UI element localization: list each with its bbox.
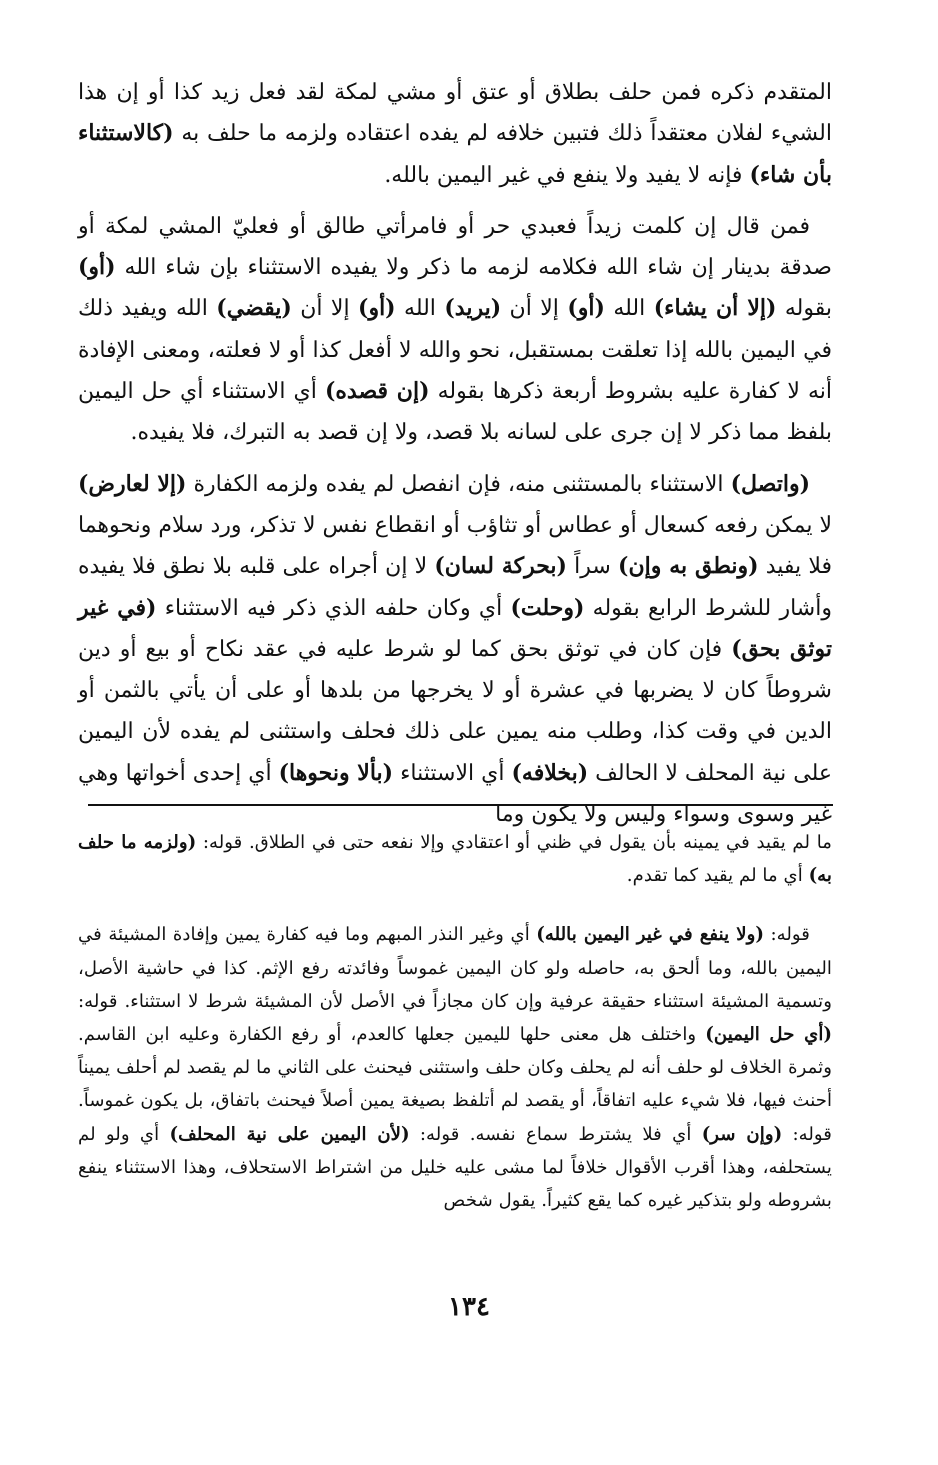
text-run: أي الاستثناء أي حل اليمين بلفظ مما ذكر لا إن جرى على لسانه بلا قصد، ولا إن قصد به التبرك، فلا يفيده.	[78, 379, 832, 446]
main-text	[78, 72, 832, 835]
text-run: أي ولو لم يستحلفه، وهذا أقرب الأقوال خلافاً لما مشى عليه خليل من اشتراط الاستحلاف، وهذا الاستثناء ينفع بشروطه ولو بتذكير غيره كما يقع كثيراً. يقول شخص	[78, 1123, 832, 1212]
bold-term: (يقضي)	[216, 295, 292, 322]
bold-term: (بخلافه)	[511, 759, 589, 786]
bold-term: (إلا أن يشاء)	[653, 295, 777, 322]
bold-term: (بحركة لسان)	[434, 553, 567, 580]
text-run: الله	[604, 296, 654, 322]
bold-term: (أو)	[567, 295, 605, 322]
text-run: المتقدم ذكره فمن حلف بطلاق أو عتق أو مشي لمكة لقد فعل زيد كذا أو إن هذا الشيء لفلان معتقداً ذلك فتبين خلافه لم يفده اعتقاده ولزمه ما حلف به	[78, 80, 832, 147]
bold-term: (إلا لعارض)	[78, 470, 187, 497]
text-run: سراً	[566, 554, 619, 580]
main-paragraph-3	[78, 464, 832, 836]
text-run: فإن كان في توثق بحق كما لو شرط عليه في عقد نكاح أو بيع أو دين شروطاً كان لا يضربها في عشرة أو لا يخرجها من بلدها أو على أن يأتي بالثمن أو الدين في وقت كذا، وطلب منه يمين على ذلك فحلف واستثنى لم يفده لأن اليمين على نية المحلف لا الحالف	[78, 636, 833, 786]
text-run: لا إن أجراه على قلبه بلا نطق فلا يفيده وأشار للشرط الرابع بقوله	[78, 554, 832, 621]
bold-term: (أو)	[78, 254, 116, 281]
bold-term: (وحلت)	[510, 594, 585, 621]
bold-term: (كالاستثناء بأن شاء)	[78, 120, 832, 188]
text-run: ما لم يقيد في يمينه بأن يقول في ظني أو اعتقادي وإلا نفعه حتى في الطلاق. قوله:	[196, 832, 832, 853]
text-run: فإنه لا يفيد ولا ينفع في غير اليمين بالله.	[384, 162, 750, 188]
bold-term: (لأن اليمين على نية المحلف)	[169, 1123, 410, 1145]
page-number: ١٣٤	[448, 1292, 490, 1322]
text-run: فمن قال إن كلمت زيداً فعبدي حر أو فامرأتي طالق أو فعليّ المشي لمكة أو صدقة بدينار إن شاء الله فكلامه لزمه ما ذكر ولا يفيده الاستثناء بإن شاء الله	[78, 213, 832, 281]
text-run: أي وكان حلفه الذي ذكر فيه الاستثناء	[156, 595, 511, 621]
bold-term: (أو)	[358, 295, 396, 322]
main-paragraph-2	[78, 206, 832, 454]
bold-term: (ونطق به وإن)	[618, 553, 759, 580]
text-run: أي فلا يشترط سماع نفسه. قوله:	[409, 1123, 702, 1145]
bold-term: (ولزمه ما حلف به)	[78, 832, 832, 887]
text-run: الله ويفيد ذلك في اليمين بالله إذا تعلقت بمستقبل، نحو والله لا أفعل كذا أو لا فعلته، ومعنى الإفادة أنه لا كفارة عليه بشروط أربعة ذكرها بقوله	[78, 296, 832, 405]
text-run: الاستثناء بالمستثنى منه، فإن انفصل لم يفده ولزمه الكفارة	[186, 471, 731, 497]
text-run: إلا أن	[291, 296, 359, 322]
text-run: أي ما لم يقيد كما تقدم.	[626, 865, 809, 887]
bold-term: (في غير توثق بحق)	[78, 594, 832, 662]
text-run: قوله:	[764, 924, 811, 946]
bold-term: (بألا ونحوها)	[278, 759, 394, 786]
commentary-text	[78, 826, 832, 1217]
footnote-separator	[88, 804, 833, 806]
bold-term: (وإن سر)	[701, 1123, 783, 1145]
text-run: الله	[395, 296, 445, 322]
bold-term: (يريد)	[444, 295, 502, 322]
commentary-paragraph-1	[78, 826, 832, 892]
main-paragraph-1	[78, 72, 832, 196]
bold-term: (أي حل اليمين)	[705, 1024, 832, 1046]
text-run: أي وغير النذر المبهم وما فيه كفارة يمين وإفادة المشيئة في اليمين بالله، وما ألحق به، حاصله ولو كان اليمين غموساً وفائدته رفع الإثم. كذا في حاشية الأصل، وتسمية المشيئة استثناء حقيقة عرفية وإن كان مجازاً في الأصل لأن المشيئة شرط لا استثناء. قوله:	[78, 924, 832, 1012]
text-run: بقوله	[776, 296, 832, 322]
text-run: واختلف هل معنى حلها لليمين جعلها كالعدم، أو رفع الكفارة وعليه ابن القاسم. وثمرة الخلاف لو حلف أنه لم يحلف وكان حلف واستثنى فيحنث على الثاني ما لم يقصد لم أحلف يميناً أحنث فيها، فلا شيء عليه اتفاقاً، أو يقصد لم أتلفظ بصيغة يمين أصلاً فيحنث باتفاق، بل يكون غموساً. قوله:	[78, 1024, 832, 1145]
bold-term: (ولا ينفع في غير اليمين بالله)	[536, 924, 764, 946]
text-run: أي إحدى أخواتها وهي غير وسوى وسواء وليس ولا يكون وما	[78, 760, 832, 828]
text-run: إلا أن	[501, 296, 568, 322]
bold-term: (إن قصده)	[324, 378, 430, 405]
text-run: لا يمكن رفعه كسعال أو عطاس أو تثاؤب أو انقطاع نفس لا تذكر، ورد سلام ونحوهما فلا يفيد	[78, 512, 832, 580]
bold-term: (واتصل)	[730, 470, 810, 497]
text-run: أي الاستثناء	[393, 760, 512, 786]
commentary-paragraph-2	[78, 918, 832, 1217]
